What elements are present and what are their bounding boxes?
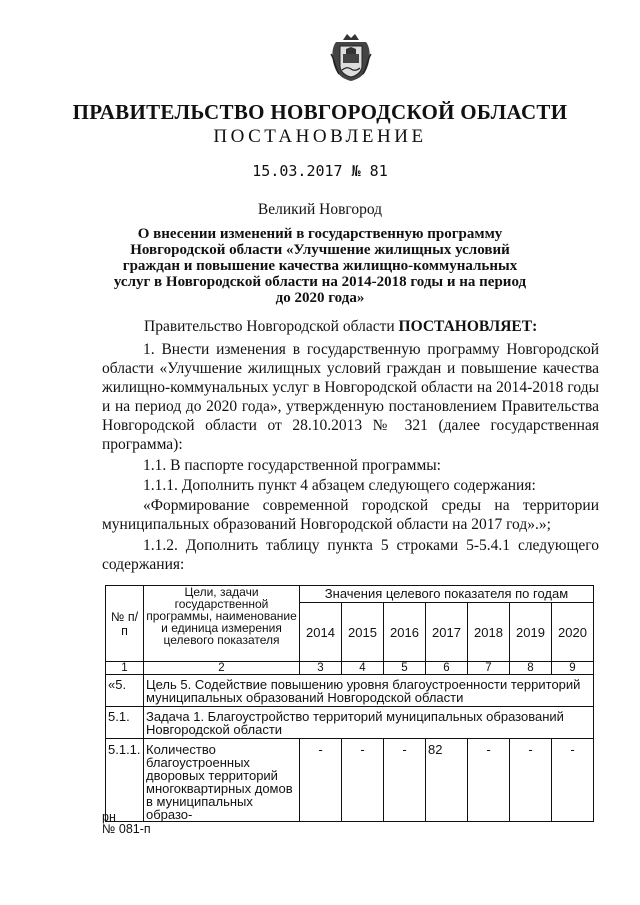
paragraph-1: 1. Внести изменения в государственную программу Новгородской области «Улучшение жилищных условий граждан и повышение качества жилищно-коммунальных услуг в Новгородской области на 2014-2018 годы и на период до 2020 года», утвержденную постановлением Правительства Новгородской области от 28.10.2013 № 321 (далее государственная программа): — [102, 341, 599, 453]
document-city: Великий Новгород — [257, 201, 383, 218]
header-values: Значения целевого показателя по годам — [300, 586, 594, 603]
column-number: 1 — [106, 662, 144, 675]
row-value: - — [510, 739, 552, 822]
row-goal-text: Цель 5. Содействие повышению уровня благоустроенности территорий муниципальных образований Новгородской области — [144, 675, 594, 707]
footer-initials: рн — [102, 810, 116, 824]
document-type: ПОСТАНОВЛЕНИЕ — [213, 126, 427, 147]
row-number: «5. — [106, 675, 144, 707]
document-subject: О внесении изменений в государственную программу Новгородской области «Улучшение жилищных условий граждан и повышение качества жилищно-коммунальных услуг в Новгородской области на 2014-2018 годы и на период до 2020 года» — [113, 226, 527, 306]
row-value: - — [384, 739, 426, 822]
header-year: 2014 — [300, 603, 342, 662]
row-value: - — [468, 739, 510, 822]
intro-paragraph — [144, 317, 584, 336]
row-indicator-text: Количество благоустроенных дворовых территорий многоквартирных домов в муниципальных образо- — [144, 739, 300, 822]
column-number: 5 — [384, 662, 426, 675]
column-number: 8 — [510, 662, 552, 675]
column-number: 4 — [342, 662, 384, 675]
header-year: 2017 — [426, 603, 468, 662]
paragraph-1-1-1: 1.1.1. Дополнить пункт 4 абзацем следующего содержания: — [143, 477, 536, 494]
column-number: 2 — [144, 662, 300, 675]
coat-of-arms-emblem — [329, 32, 373, 82]
indicators-table — [105, 585, 594, 822]
row-value: - — [300, 739, 342, 822]
paragraph-1-1-2: 1.1.2. Дополнить таблицу пункта 5 строками 5-5.4.1 следующего содержания: — [102, 537, 599, 573]
row-task-text: Задача 1. Благоустройство территорий муниципальных образований Новгородской области — [144, 707, 594, 739]
row-value: - — [552, 739, 594, 822]
column-number: 3 — [300, 662, 342, 675]
document-date-number: 15.03.2017 № 81 — [252, 162, 388, 180]
row-value: 82 — [426, 739, 468, 822]
intro-lead: Правительство Новгородской области — [144, 318, 399, 335]
header-year: 2018 — [468, 603, 510, 662]
intro-decree-word: ПОСТАНОВЛЯЕТ: — [398, 318, 538, 335]
header-year: 2015 — [342, 603, 384, 662]
header-number: № п/п — [106, 586, 144, 662]
column-number: 9 — [552, 662, 594, 675]
row-value: - — [342, 739, 384, 822]
footer-doc-number: № 081-п — [102, 822, 151, 836]
header-year: 2019 — [510, 603, 552, 662]
organization-title: ПРАВИТЕЛЬСТВО НОВГОРОДСКОЙ ОБЛАСТИ — [72, 100, 568, 124]
header-year: 2020 — [552, 603, 594, 662]
row-number: 5.1. — [106, 707, 144, 739]
paragraph-1-1: 1.1. В паспорте государственной программы: — [143, 457, 441, 474]
header-goal: Цели, задачи государственной программы, наименование и единица измерения целевого показателя — [144, 586, 300, 662]
row-number: 5.1.1. — [106, 739, 144, 822]
header-year: 2016 — [384, 603, 426, 662]
column-number: 7 — [468, 662, 510, 675]
paragraph-quote: «Формирование современной городской среды на территории муниципальных образований Новгородской области на 2017 год».»; — [102, 497, 599, 533]
column-number: 6 — [426, 662, 468, 675]
footer-reference — [102, 811, 151, 835]
